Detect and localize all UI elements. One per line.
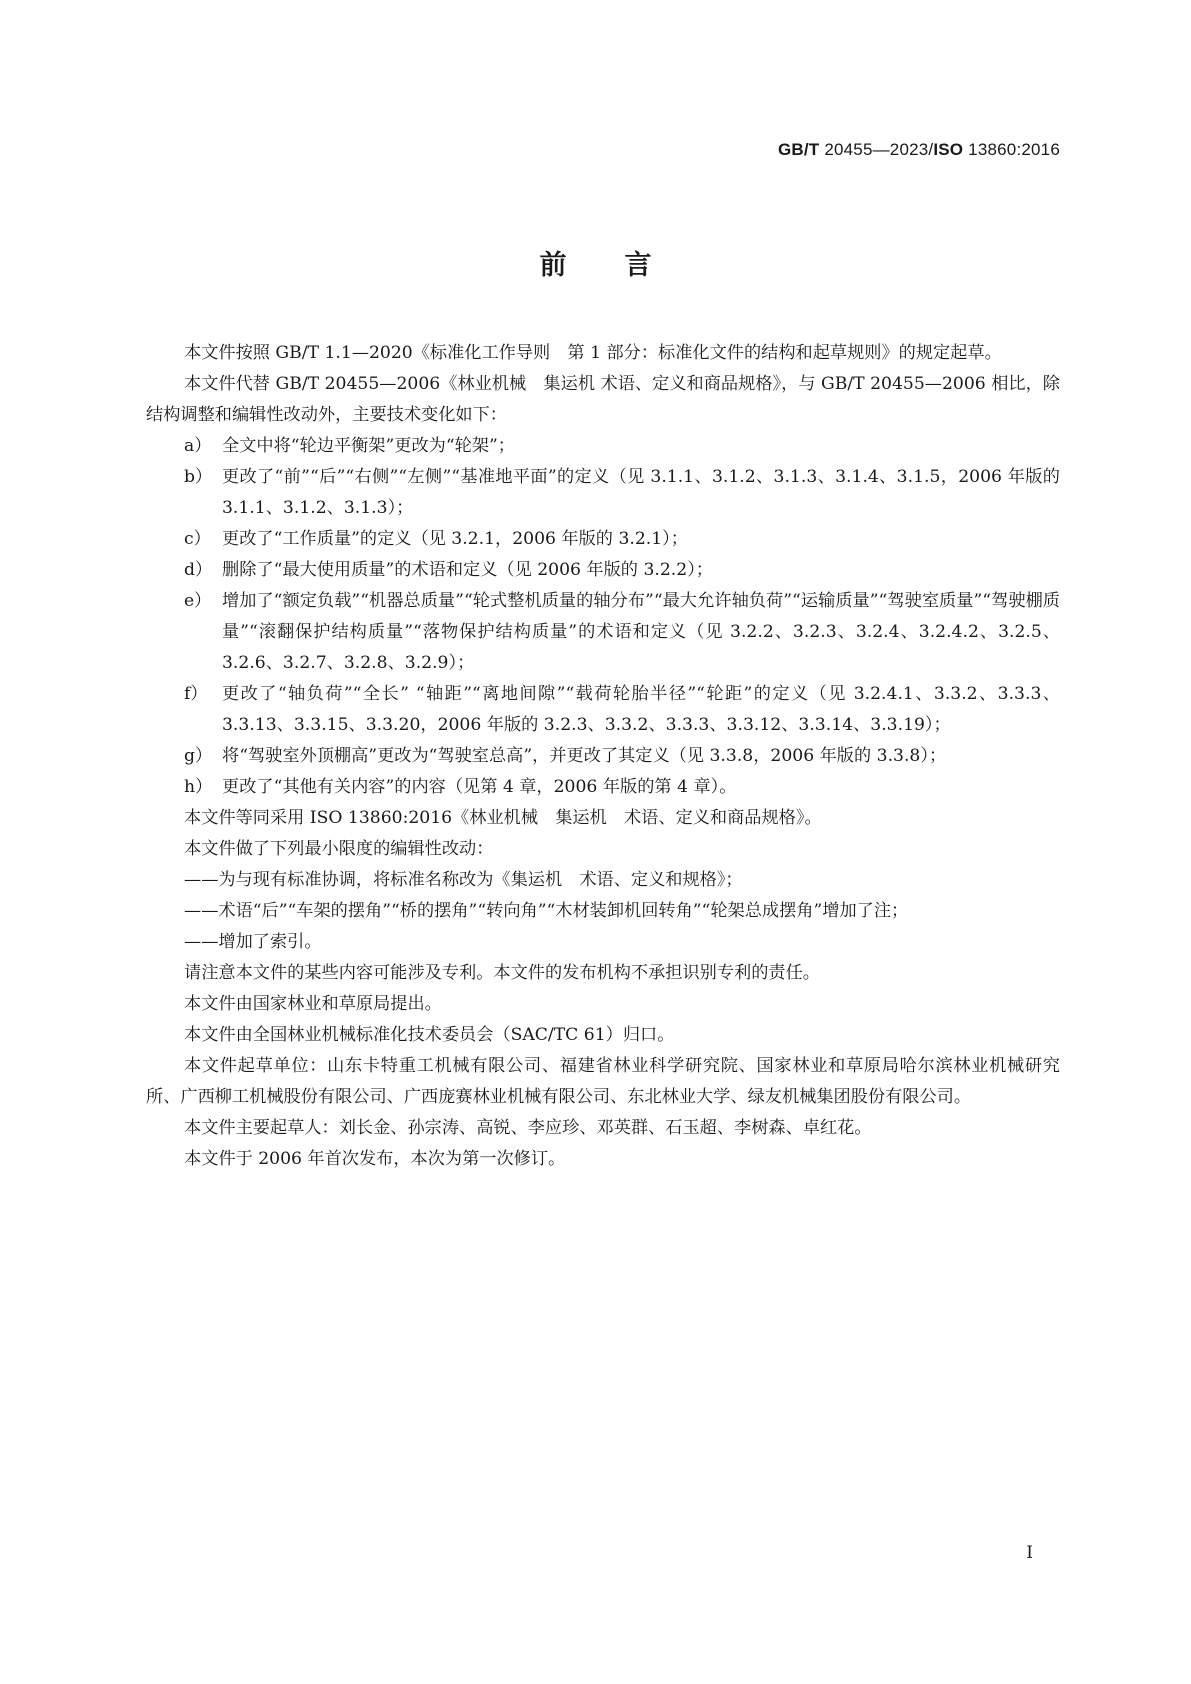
page-number: I	[1026, 1543, 1033, 1563]
patent-notice: 请注意本文件的某些内容可能涉及专利。本文件的发布机构不承担识别专利的责任。	[184, 963, 820, 983]
change-label: h）	[184, 777, 213, 797]
change-text: 增加了“额定负载”“机器总质量”“轮式整机质量的轴分布”“最大允许轴负荷”“运输质量”“驾驶室质量”“驾驶棚质量”“滚翻保护结构质量”“落物保护结构质量”的术语和定义（见 3.2.2、3.2.3、3.2.4、3.2.4.2、3.2.5、3.2.6、3.2.7、3.2.8、3.2.9）；	[222, 591, 1060, 673]
edits-intro: 本文件做了下列最小限度的编辑性改动：	[184, 839, 494, 859]
iso-prefix: ISO	[933, 140, 964, 159]
change-text: 更改了“工作质量”的定义（见 3.2.1，2006 年版的 3.2.1）；	[222, 529, 688, 549]
standard-identifier	[778, 140, 1060, 160]
change-label: g）	[184, 746, 213, 766]
change-label: f）	[184, 684, 208, 704]
history-paragraph: 本文件于 2006 年首次发布，本次为第一次修订。	[184, 1149, 566, 1169]
change-label: a）	[184, 436, 212, 456]
change-text: 更改了“其他有关内容”的内容（见第 4 章，2006 年版的第 4 章）。	[222, 777, 737, 797]
change-text: 全文中将“轮边平衡架”更改为“轮架”；	[222, 436, 515, 456]
replacement-paragraph: 本文件代替 GB/T 20455—2006《林业机械 集运机 术语、定义和商品规格》，与 GB/T 20455—2006 相比，除结构调整和编辑性改动外，主要技术变化如下：	[146, 374, 1060, 425]
edit-item: ——为与现有标准协调，将标准名称改为《集运机 术语、定义和规格》；	[184, 870, 743, 890]
change-item	[146, 524, 1060, 555]
change-label: b）	[184, 467, 213, 487]
change-text: 更改了“轴负荷”“全长” “轴距”“离地间隙”“载荷轮胎半径”“轮距”的定义（见 3.2.4.1、3.3.2、3.3.3、3.3.13、3.3.15、3.3.20，2006 年版的 3.2.3、3.3.2、3.3.3、3.3.12、3.3.14、3.3.19）；	[222, 684, 1060, 735]
changes-list	[146, 431, 1060, 803]
edit-item: ——术语“后”“车架的摆角”“桥的摆角”“转向角”“木材装卸机回转角”“轮架总成摆角”增加了注；	[184, 901, 909, 921]
drafters-paragraph: 本文件主要起草人：刘长金、孙宗涛、高锐、李应珍、邓英群、石玉超、李树森、卓红花。	[184, 1118, 872, 1138]
change-label: c）	[184, 529, 211, 549]
drafting-units-paragraph: 本文件起草单位：山东卡特重工机械有限公司、福建省林业科学研究院、国家林业和草原局哈尔滨林业机械研究所、广西柳工机械股份有限公司、广西庞赛林业机械有限公司、东北林业大学、绿友机械集团股份有限公司。	[146, 1056, 1060, 1107]
change-text: 将“驾驶室外顶棚高”更改为“驾驶室总高”，并更改了其定义（见 3.3.8，2006 年版的 3.3.8）；	[222, 746, 947, 766]
committee-paragraph: 本文件由全国林业机械标准化技术委员会（SAC/TC 61）归口。	[184, 1025, 675, 1045]
foreword-body	[146, 338, 1060, 1175]
iso-number: 13860:2016	[968, 140, 1060, 159]
drafting-rule-paragraph: 本文件按照 GB/T 1.1—2020《标准化工作导则 第 1 部分：标准化文件的结构和起草规则》的规定起草。	[184, 343, 1002, 363]
standard-prefix: GB/T	[777, 140, 820, 159]
change-item	[146, 772, 1060, 803]
change-text: 更改了“前”“后”“右侧”“左侧”“基准地平面”的定义（见 3.1.1、3.1.2、3.1.3、3.1.4、3.1.5，2006 年版的 3.1.1、3.1.2、3.1.3）；	[222, 467, 1060, 518]
change-item	[146, 741, 1060, 772]
change-item	[146, 555, 1060, 586]
standard-number: 20455—2023/	[824, 140, 934, 159]
change-label: e）	[184, 591, 212, 611]
change-item	[146, 431, 1060, 462]
edit-item: ——增加了索引。	[184, 932, 322, 952]
proposer-paragraph: 本文件由国家林业和草原局提出。	[184, 994, 442, 1014]
page-title: 前言	[539, 250, 710, 281]
adoption-paragraph: 本文件等同采用 ISO 13860:2016《林业机械 集运机 术语、定义和商品规格》。	[184, 808, 822, 828]
edits-list	[146, 865, 1060, 958]
change-item	[146, 679, 1060, 741]
change-label: d）	[184, 560, 213, 580]
change-text: 删除了“最大使用质量”的术语和定义（见 2006 年版的 3.2.2）；	[222, 560, 713, 580]
change-item	[146, 462, 1060, 524]
change-item	[146, 586, 1060, 679]
